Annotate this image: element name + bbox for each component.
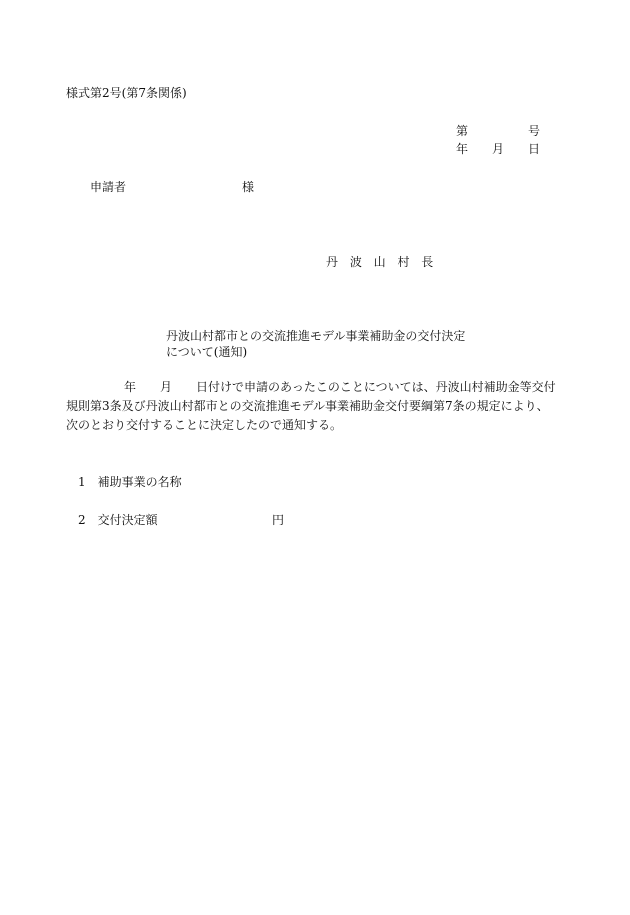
body-month: 月: [160, 380, 173, 394]
date-day-label: 日: [528, 142, 541, 156]
item-1-label: 補助事業の名称: [97, 475, 182, 489]
date-month-label: 月: [492, 142, 505, 156]
body-year: 年: [124, 380, 137, 394]
document-title: [166, 328, 486, 360]
item-2: [78, 512, 158, 528]
form-number: 様式第2号(第7条関係): [66, 86, 187, 100]
item-1: [78, 474, 182, 490]
item-2-label: 交付決定額: [97, 513, 158, 527]
date-year-label: 年: [456, 142, 469, 156]
item-2-unit: 円: [272, 513, 285, 527]
document-number-prefix: 第: [456, 124, 469, 138]
title-line-1: 丹波山村都市との交流推進モデル事業補助金の交付決定: [166, 329, 466, 343]
addressee-label: 申請者: [90, 180, 127, 194]
addressee-honorific: 様: [242, 180, 255, 194]
body-line-1: [66, 378, 566, 397]
sender-name: 丹 波 山 村 長: [326, 255, 438, 269]
title-line-2: について(通知): [166, 345, 248, 359]
body-line-1-rest: 日付けで申請のあったこのことについては、丹波山村補助金等交付: [196, 380, 556, 394]
body-line-3: 次のとおり交付することに決定したので通知する。: [66, 418, 343, 432]
body-line-2: 規則第3条及び丹波山村都市との交流推進モデル事業補助金交付要綱第7条の規定により、: [66, 399, 549, 413]
document-number-suffix: 号: [528, 124, 541, 138]
body-paragraph: [66, 378, 566, 435]
item-1-number: 1: [78, 475, 86, 489]
item-2-number: 2: [78, 513, 86, 527]
